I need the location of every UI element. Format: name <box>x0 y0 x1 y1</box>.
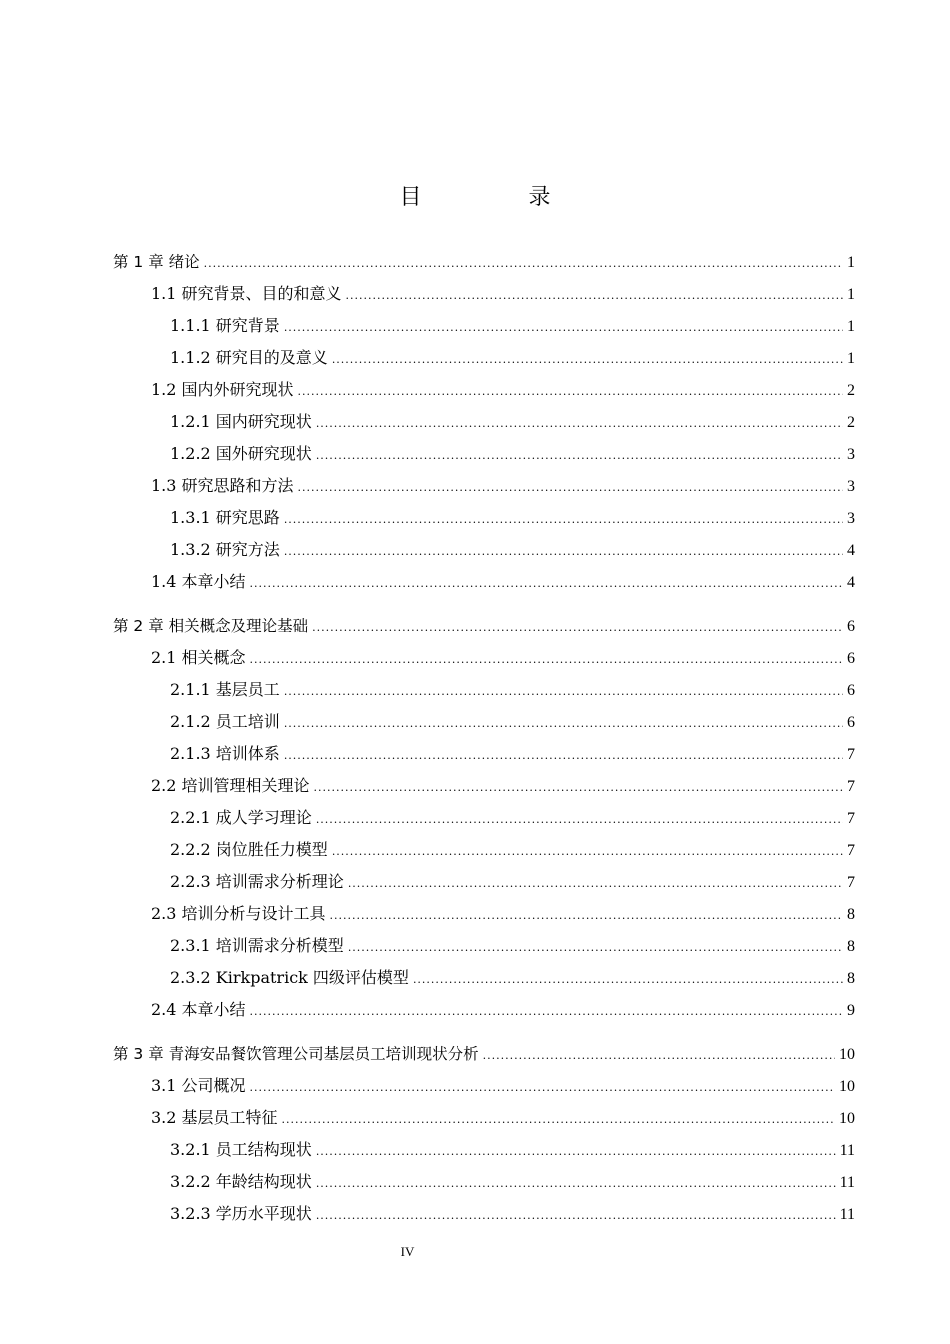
toc-entry-label: 1.4 本章小结 <box>151 572 246 591</box>
toc-section-entry[interactable] <box>113 642 855 674</box>
toc-entry-page-number: 7 <box>847 810 855 827</box>
toc-dot-leader <box>316 1168 836 1200</box>
toc-entry-page-number: 6 <box>847 650 855 667</box>
toc-subsection-entry[interactable] <box>113 834 855 866</box>
toc-entry-label: 2.2.3 培训需求分析理论 <box>170 872 344 891</box>
toc-dot-leader <box>330 900 843 932</box>
toc-section-entry[interactable] <box>113 994 855 1026</box>
toc-entry-label: 3.1 公司概况 <box>151 1076 246 1095</box>
toc-entry-label: 1.3 研究思路和方法 <box>151 476 294 495</box>
toc-entry-page-number: 3 <box>847 510 855 527</box>
toc-entry-page-number: 8 <box>847 906 855 923</box>
toc-entry-label: 1.1 研究背景、目的和意义 <box>151 284 342 303</box>
toc-entry-label: 1.2 国内外研究现状 <box>151 380 294 399</box>
toc-entry-label: 2.4 本章小结 <box>151 1000 246 1019</box>
toc-dot-leader <box>348 868 843 900</box>
toc-entry-label: 2.1.2 员工培训 <box>170 712 280 731</box>
toc-entry-label: 2.1.1 基层员工 <box>170 680 280 699</box>
toc-subsection-entry[interactable] <box>113 1134 855 1166</box>
page-number: IV <box>400 1244 415 1259</box>
toc-entry-page-number: 11 <box>839 1206 855 1223</box>
toc-dot-leader <box>312 612 843 644</box>
toc-chapter-entry[interactable] <box>113 246 855 278</box>
toc-entry-label: 1.3.2 研究方法 <box>170 540 280 559</box>
toc-entry-label: 1.2.1 国内研究现状 <box>170 412 312 431</box>
toc-dot-leader <box>250 568 843 600</box>
toc-section-entry[interactable] <box>113 470 855 502</box>
toc-section-entry[interactable] <box>113 1102 855 1134</box>
toc-entry-page-number: 1 <box>847 254 855 271</box>
toc-entry-label: 2.2.2 岗位胜任力模型 <box>170 840 328 859</box>
toc-section-entry[interactable] <box>113 278 855 310</box>
toc-subsection-entry[interactable] <box>113 534 855 566</box>
toc-entry-page-number: 6 <box>847 714 855 731</box>
toc-subsection-entry[interactable] <box>113 502 855 534</box>
toc-subsection-entry[interactable] <box>113 1166 855 1198</box>
toc-entry-label: 第 1 章 绪论 <box>113 253 200 271</box>
toc-entry-page-number: 7 <box>847 842 855 859</box>
toc-dot-leader <box>204 248 843 280</box>
toc-entry-page-number: 1 <box>847 350 855 367</box>
toc-subsection-entry[interactable] <box>113 930 855 962</box>
toc-entry-page-number: 10 <box>839 1078 855 1095</box>
toc-entry-page-number: 3 <box>847 446 855 463</box>
toc-subsection-entry[interactable] <box>113 342 855 374</box>
toc-chapter-entry[interactable] <box>113 610 855 642</box>
toc-entry-label: 1.1.1 研究背景 <box>170 316 280 335</box>
toc-dot-leader <box>284 740 843 772</box>
toc-dot-leader <box>332 344 843 376</box>
toc-entry-label: 第 3 章 青海安品餐饮管理公司基层员工培训现状分析 <box>113 1045 479 1063</box>
toc-section-entry[interactable] <box>113 566 855 598</box>
toc-entry-page-number: 9 <box>847 1002 855 1019</box>
toc-entry-label: 2.3.2 Kirkpatrick 四级评估模型 <box>170 968 409 987</box>
toc-chapter-entry[interactable] <box>113 1038 855 1070</box>
toc-dot-leader <box>413 964 843 996</box>
toc-dot-leader <box>284 312 843 344</box>
toc-dot-leader <box>284 504 843 536</box>
toc-entry-page-number: 11 <box>839 1174 855 1191</box>
toc-subsection-entry[interactable] <box>113 706 855 738</box>
toc-subsection-entry[interactable] <box>113 438 855 470</box>
toc-section-entry[interactable] <box>113 374 855 406</box>
toc-section-entry[interactable] <box>113 1070 855 1102</box>
toc-entry-label: 2.2.1 成人学习理论 <box>170 808 312 827</box>
toc-dot-leader <box>348 932 843 964</box>
toc-section-entry[interactable] <box>113 770 855 802</box>
toc-subsection-entry[interactable] <box>113 406 855 438</box>
toc-dot-leader <box>346 280 843 312</box>
toc-dot-leader <box>316 1136 836 1168</box>
toc-entry-label: 3.2.2 年龄结构现状 <box>170 1172 312 1191</box>
toc-entry-label: 3.2.1 员工结构现状 <box>170 1140 312 1159</box>
toc-entry-page-number: 6 <box>847 682 855 699</box>
toc-section-entry[interactable] <box>113 898 855 930</box>
toc-dot-leader <box>298 472 843 504</box>
toc-dot-leader <box>314 772 843 804</box>
toc-entry-page-number: 1 <box>847 286 855 303</box>
toc-entry-label: 2.2 培训管理相关理论 <box>151 776 310 795</box>
toc-subsection-entry[interactable] <box>113 738 855 770</box>
toc-subsection-entry[interactable] <box>113 962 855 994</box>
toc-entry-page-number: 10 <box>839 1046 855 1063</box>
toc-entry-page-number: 6 <box>847 618 855 635</box>
table-of-contents <box>113 246 855 1230</box>
toc-dot-leader <box>298 376 843 408</box>
toc-entry-page-number: 10 <box>839 1110 855 1127</box>
toc-entry-page-number: 2 <box>847 414 855 431</box>
toc-dot-leader <box>316 804 843 836</box>
toc-subsection-entry[interactable] <box>113 866 855 898</box>
toc-entry-label: 1.3.1 研究思路 <box>170 508 280 527</box>
toc-entry-page-number: 7 <box>847 778 855 795</box>
toc-entry-label: 3.2.3 学历水平现状 <box>170 1204 312 1223</box>
toc-entry-page-number: 4 <box>847 574 855 591</box>
toc-subsection-entry[interactable] <box>113 310 855 342</box>
toc-dot-leader <box>316 408 843 440</box>
toc-entry-page-number: 7 <box>847 874 855 891</box>
toc-subsection-entry[interactable] <box>113 1198 855 1230</box>
toc-entry-label: 1.2.2 国外研究现状 <box>170 444 312 463</box>
toc-dot-leader <box>284 676 843 708</box>
toc-entry-label: 2.3 培训分析与设计工具 <box>151 904 326 923</box>
toc-entry-label: 第 2 章 相关概念及理论基础 <box>113 617 309 635</box>
toc-entry-page-number: 3 <box>847 478 855 495</box>
toc-dot-leader <box>332 836 843 868</box>
toc-dot-leader <box>316 440 843 472</box>
toc-entry-page-number: 2 <box>847 382 855 399</box>
toc-entry-page-number: 8 <box>847 938 855 955</box>
toc-entry-page-number: 7 <box>847 746 855 763</box>
toc-dot-leader <box>250 644 843 676</box>
toc-dot-leader <box>316 1200 836 1232</box>
toc-dot-leader <box>282 1104 835 1136</box>
toc-entry-label: 1.1.2 研究目的及意义 <box>170 348 328 367</box>
toc-dot-leader <box>483 1040 835 1072</box>
toc-dot-leader <box>284 536 843 568</box>
toc-entry-label: 2.1 相关概念 <box>151 648 246 667</box>
toc-entry-page-number: 11 <box>839 1142 855 1159</box>
toc-subsection-entry[interactable] <box>113 674 855 706</box>
toc-entry-label: 3.2 基层员工特征 <box>151 1108 278 1127</box>
toc-title: 目 录 <box>399 185 601 210</box>
toc-entry-label: 2.1.3 培训体系 <box>170 744 280 763</box>
toc-entry-page-number: 1 <box>847 318 855 335</box>
toc-dot-leader <box>250 996 843 1028</box>
toc-subsection-entry[interactable] <box>113 802 855 834</box>
toc-dot-leader <box>284 708 843 740</box>
toc-entry-page-number: 4 <box>847 542 855 559</box>
toc-entry-label: 2.3.1 培训需求分析模型 <box>170 936 344 955</box>
toc-entry-page-number: 8 <box>847 970 855 987</box>
toc-dot-leader <box>250 1072 835 1104</box>
